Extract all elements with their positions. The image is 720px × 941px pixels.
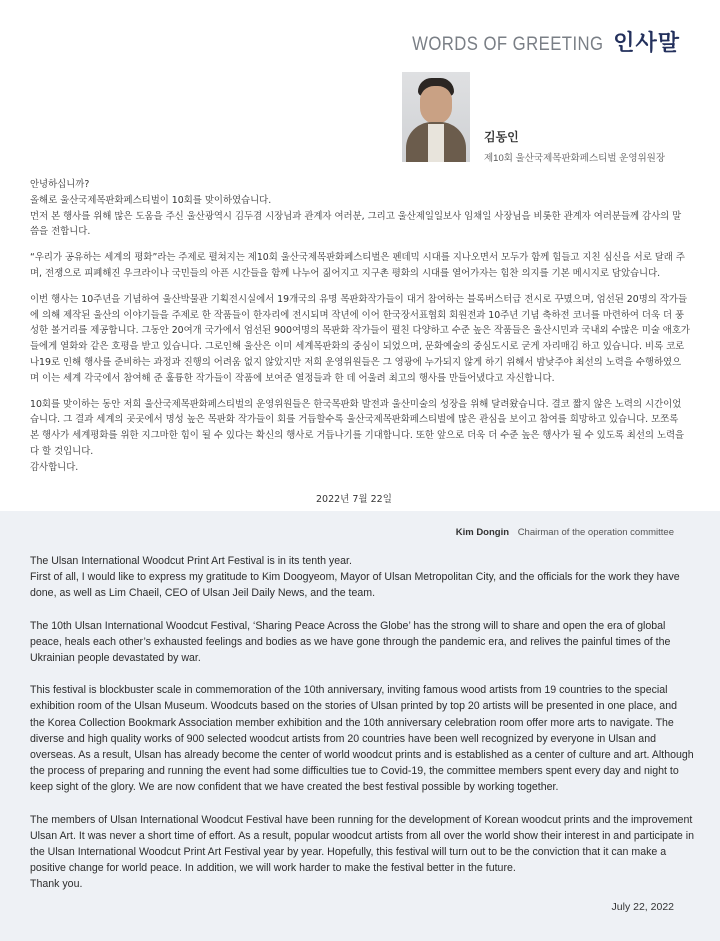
ko-paragraph: 이번 행사는 10주년을 기념하여 울산박물관 기획전시실에서 19개국의 유명 목판화작가들이 대거 참여하는 블록버스터급 전시로 꾸몄으며, 엄선된 20명의 작가들에 의해 제작된 울산의 이야기들을 주제로 한 작품들이 한자리에 전시되며 작년에 이어 한국장서표협회 회원전과 10주년 기념 축하전 코너를 마련하여 더욱 더 풍성한 볼거리를 제공합니다. 그동안 20여개 국가에서 엄선된 900여명의 목판화 작가들이 펼친 다양하고 수준 높은 작품들은 울산시민과 국내외 수많은 미술 애호가들에게 열화와 같은 호평을 받고 있습니다. 그로인해 울산은 이미 세계목판화의 중심이 되었으며, 문화예술의 중심도시로 굳게 자리매김 하고 있습니다. 비록 코로나19로 인해 행사를 준비하는 과정과 진행의 어려움 없지 않았지만 저희 운영위원들은 그 영광에 누가되지 않게 하기 위해서 밤낮주야 최선의 노력을 수행하였으며 이는 세계 각국에서 참여해 준 훌륭한 작가들이 작품에 보여준 열정들과 한 데 어울려 최고의 행사를 만들어냈다고 자신합니다.	[30, 293, 690, 384]
portrait-photo	[402, 72, 470, 162]
title-ko: 인사말	[613, 31, 680, 56]
author-role-ko: 제10회 울산국제목판화페스티벌 운영위원장	[484, 153, 666, 164]
ko-paragraph: 10회를 맞이하는 동안 저희 울산국제목판화페스티벌의 운영위원들은 한국목판화 발전과 울산미술의 성장을 위해 달려왔습니다. 결코 짧지 않은 노력의 시간이었습니다. 그 결과 세계의 곳곳에서 명성 높은 목판화 작가들이 회를 거듭할수록 울산국제목판화페스티벌에 많은 관심을 보이고 참여를 희망하고 있습니다. 모쪼록 본 행사가 세계평화를 위한 지그마한 힘이 될 수 있다는 확신의 행사로 거듭나기를 기대합니다. 또한 앞으로 더욱 더 수준 높은 행사가 될 수 있도록 최선의 노력을 다 할 것입니다. 감사합니다.	[30, 398, 685, 473]
english-greeting-body	[30, 553, 694, 893]
korean-greeting-body	[30, 177, 690, 476]
en-paragraph: The members of Ulsan International Woodcut Festival have been running for the development of Korean woodcut prints and the improvement Ulsan Art. It was never a short time of effort. As a result, popular woodcut artists from all over the world show their interest in and participate in the Ulsan International Woodcut Print Art Festival year by year. Hopefully, this festival will turn out to be the conviction that it can make a positive change for world peace. In addition, we will work harder to make the festival better in the future. Thank you.	[30, 813, 694, 891]
author-name-ko: 김동인	[484, 130, 519, 144]
en-paragraph: The Ulsan International Woodcut Print Art Festival is in its tenth year. First of all, I would like to express my gratitude to Kim Doogyeom, Mayor of Ulsan Metropolitan City, and the officials for the work they have done, as well as Lim Chaeil, CEO of Ulsan Jeil Daily News, and the team.	[30, 555, 680, 600]
title-en: WORDS OF GREETING	[411, 34, 604, 55]
page-header	[386, 26, 680, 57]
english-date: July 22, 2022	[611, 901, 674, 913]
korean-date: 2022년 7월 22일	[316, 494, 392, 505]
author-role-en: Chairman of the operation committee	[517, 527, 674, 538]
ko-paragraph: “우리가 공유하는 세계의 평화”라는 주제로 펼쳐지는 제10회 울산국제목판화페스티벌은 펜데믹 시대를 지나오면서 모두가 함께 힘들고 지친 심신을 서로 달래 주며, 전쟁으로 피폐해진 우크라이나 국민들의 아픈 시간들을 함께 나누어 짊어지고 지구촌 평화의 시대를 열어가자는 힘찬 의지를 기본 메시지로 담았습니다.	[30, 252, 685, 279]
author-byline-en	[456, 527, 674, 538]
ko-paragraph: 안녕하십니까? 올해로 울산국제목판화페스티벌이 10회를 맞이하였습니다. 먼저 본 행사를 위해 많은 도움을 주신 울산광역시 김두겸 시장님과 관계자 여러분, 그리고 울산제일일보사 임채일 사장님을 비롯한 관계자 여러분들께 감사의 말씀을 전합니다.	[30, 179, 682, 238]
en-paragraph: This festival is blockbuster scale in commemoration of the 10th anniversary, inviting famous wood artists from 19 countries to the special exhibition room of the Ulsan Museum. Woodcuts based on the stories of Ulsan printed by top 20 artists will be presented in one place, and the Korea Collection Bookmark Association member exhibition and the 10th anniversary celebration room offer more arts to navigate. The diverse and high quality works of 900 selected woodcut artists from 20 countries have been well recognized by everyone in Ulsan and overseas. As a result, Ulsan has already become the center of world woodcut prints and is established as a center of culture and art. Although the process of preparing and running the event had some difficulties tue to Covid-19, the committee members spent every day and night to keep sight of the glory. We are now confident that we have created the best festival possible by working together.	[30, 684, 694, 794]
author-block-ko	[484, 128, 665, 164]
author-name-en: Kim Dongin	[455, 527, 510, 538]
en-paragraph: The 10th Ulsan International Woodcut Festival, ‘Sharing Peace Across the Globe’ has the strong will to share and open the era of global peace, heals each other’s exhausted feelings and bodies as we have gone through the pandemic era, and relives the painful times of the Ukrainian people devastated by war.	[30, 619, 671, 665]
